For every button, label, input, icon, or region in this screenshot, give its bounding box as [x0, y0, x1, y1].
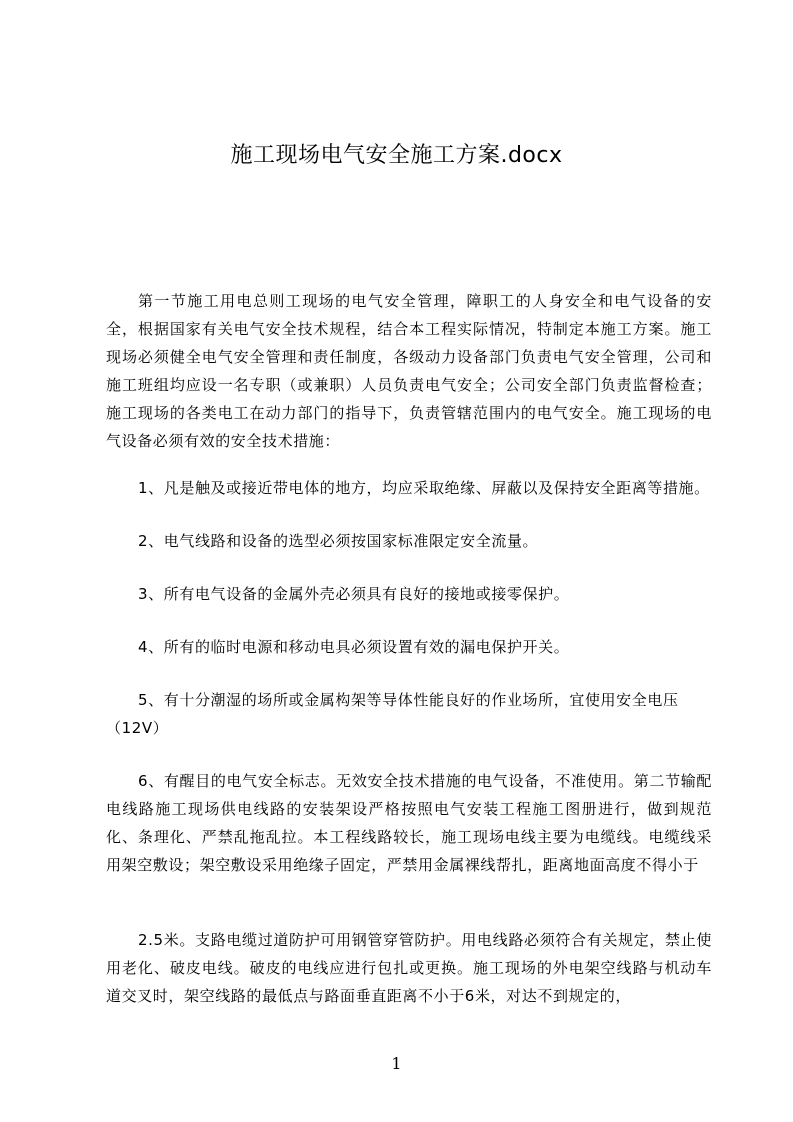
list-item-5: 5、有十分潮湿的场所或金属构架等导体性能良好的作业场所，宜使用安全电压（12V）	[106, 691, 679, 737]
list-item-4: 4、所有的临时电源和移动电具必须设置有效的漏电保护开关。	[138, 638, 570, 656]
document-title: 施工现场电气安全施工方案.docx	[230, 143, 563, 168]
paragraph-cable-protection: 2.5米。支路电缆过道防护可用钢管穿管防护。用电线路必须符合有关规定，禁止使用老化、破皮电线。破皮的电线应进行包扎或更换。施工现场的外电架空线路与机动车道交叉时，架空线路的最低点与路面垂直距离不小于6米，对达不到规定的，	[106, 931, 712, 1005]
list-item-6: 6、有醒目的电气安全标志。无效安全技术措施的电气设备，不准使用。第二节输配电线路施工现场供电线路的安装架设严格按照电气安装工程施工图册进行，做到规范化、条理化、严禁乱拖乱拉。本工程线路较长，施工现场电线主要为电缆线。电缆线采用架空敷设；架空敷设采用绝缘子固定，严禁用金属裸线帮扎，距离地面高度不得小于	[106, 772, 712, 874]
list-item-1: 1、凡是触及或接近带电体的地方，均应采取绝缘、屏蔽以及保持安全距离等措施。	[138, 479, 710, 497]
page-number: 1	[391, 1054, 402, 1073]
paragraph-general-principles: 第一节施工用电总则工现场的电气安全管理，障职工的人身安全和电气设备的安全，根据国家有关电气安全技术规程，结合本工程实际情况，特制定本施工方案。施工现场必须健全电气安全管理和责任制度，各级动力设备部门负责电气安全管理，公司和施工班组均应设一名专职（或兼职）人员负责电气安全；公司安全部门负责监督检查；施工现场的各类电工在动力部门的指导下，负责管辖范围内的电气安全。施工现场的电气设备必须有效的安全技术措施：	[106, 292, 712, 450]
list-item-2: 2、电气线路和设备的选型必须按国家标准限定安全流量。	[138, 532, 539, 550]
list-item-3: 3、所有电气设备的金属外壳必须具有良好的接地或接零保护。	[138, 585, 570, 603]
